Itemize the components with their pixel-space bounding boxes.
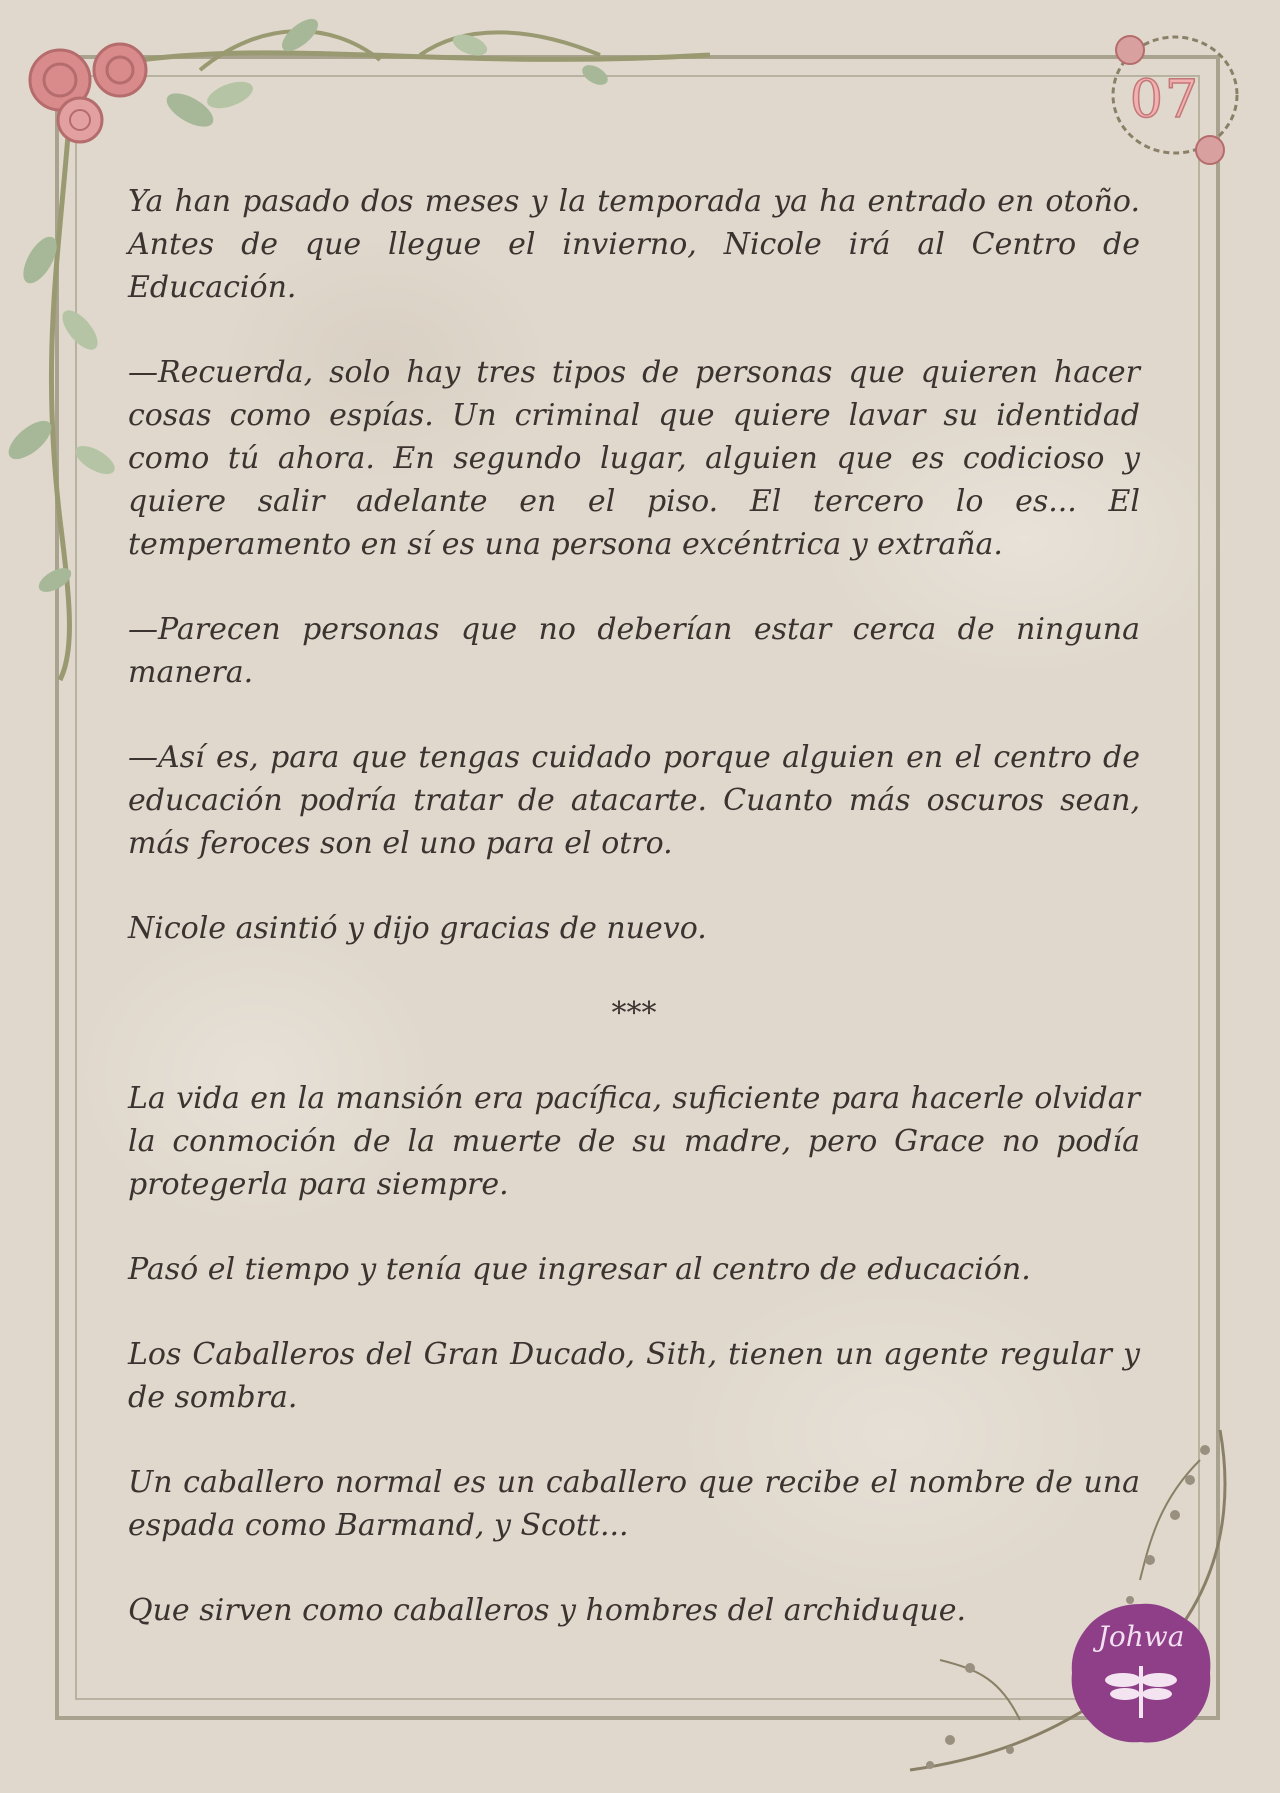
paragraph: —Recuerda, solo hay tres tipos de personas que quieren hacer cosas como espías. Un criminal que quiere lavar su identidad como tú ahora. En segundo lugar, alguien que es codicioso y quiere salir adelante en el piso. El tercero lo es... El temperamento en sí es una persona excéntrica y extraña. [128,355,1140,562]
section-separator: *** [611,996,657,1031]
paragraph: —Así es, para que tengas cuidado porque alguien en el centro de educación podría tratar de atacarte. Cuanto más oscuros sean, más feroces son el uno para el otro. [128,740,1140,861]
story-text [128,180,1140,1674]
paragraph: Ya han pasado dos meses y la temporada ya ha entrado en otoño. Antes de que llegue el invierno, Nicole irá al Centro de Educación. [128,184,1140,305]
paragraph: Un caballero normal es un caballero que recibe el nombre de una espada como Barmand, y Scott... [128,1465,1140,1543]
paragraph: La vida en la mansión era pacífica, suficiente para hacerle olvidar la conmoción de la muerte de su madre, pero Grace no podía protegerla para siempre. [128,1081,1140,1202]
page-badge [1105,40,1225,160]
dragonfly-icon [1101,1662,1181,1722]
paragraph: Pasó el tiempo y tenía que ingresar al centro de educación. [128,1252,1031,1287]
paragraph: Que sirven como caballeros y hombres del archiduque. [128,1593,966,1628]
paragraph: Los Caballeros del Gran Ducado, Sith, tienen un agente regular y de sombra. [128,1337,1140,1415]
paragraph: —Parecen personas que no deberían estar cerca de ninguna manera. [128,612,1140,690]
paragraph: Nicole asintió y dijo gracias de nuevo. [128,911,707,946]
page-number: 07 [1129,70,1201,130]
logo-label: Johwa [1097,1620,1185,1653]
johwa-logo [1068,1600,1214,1746]
